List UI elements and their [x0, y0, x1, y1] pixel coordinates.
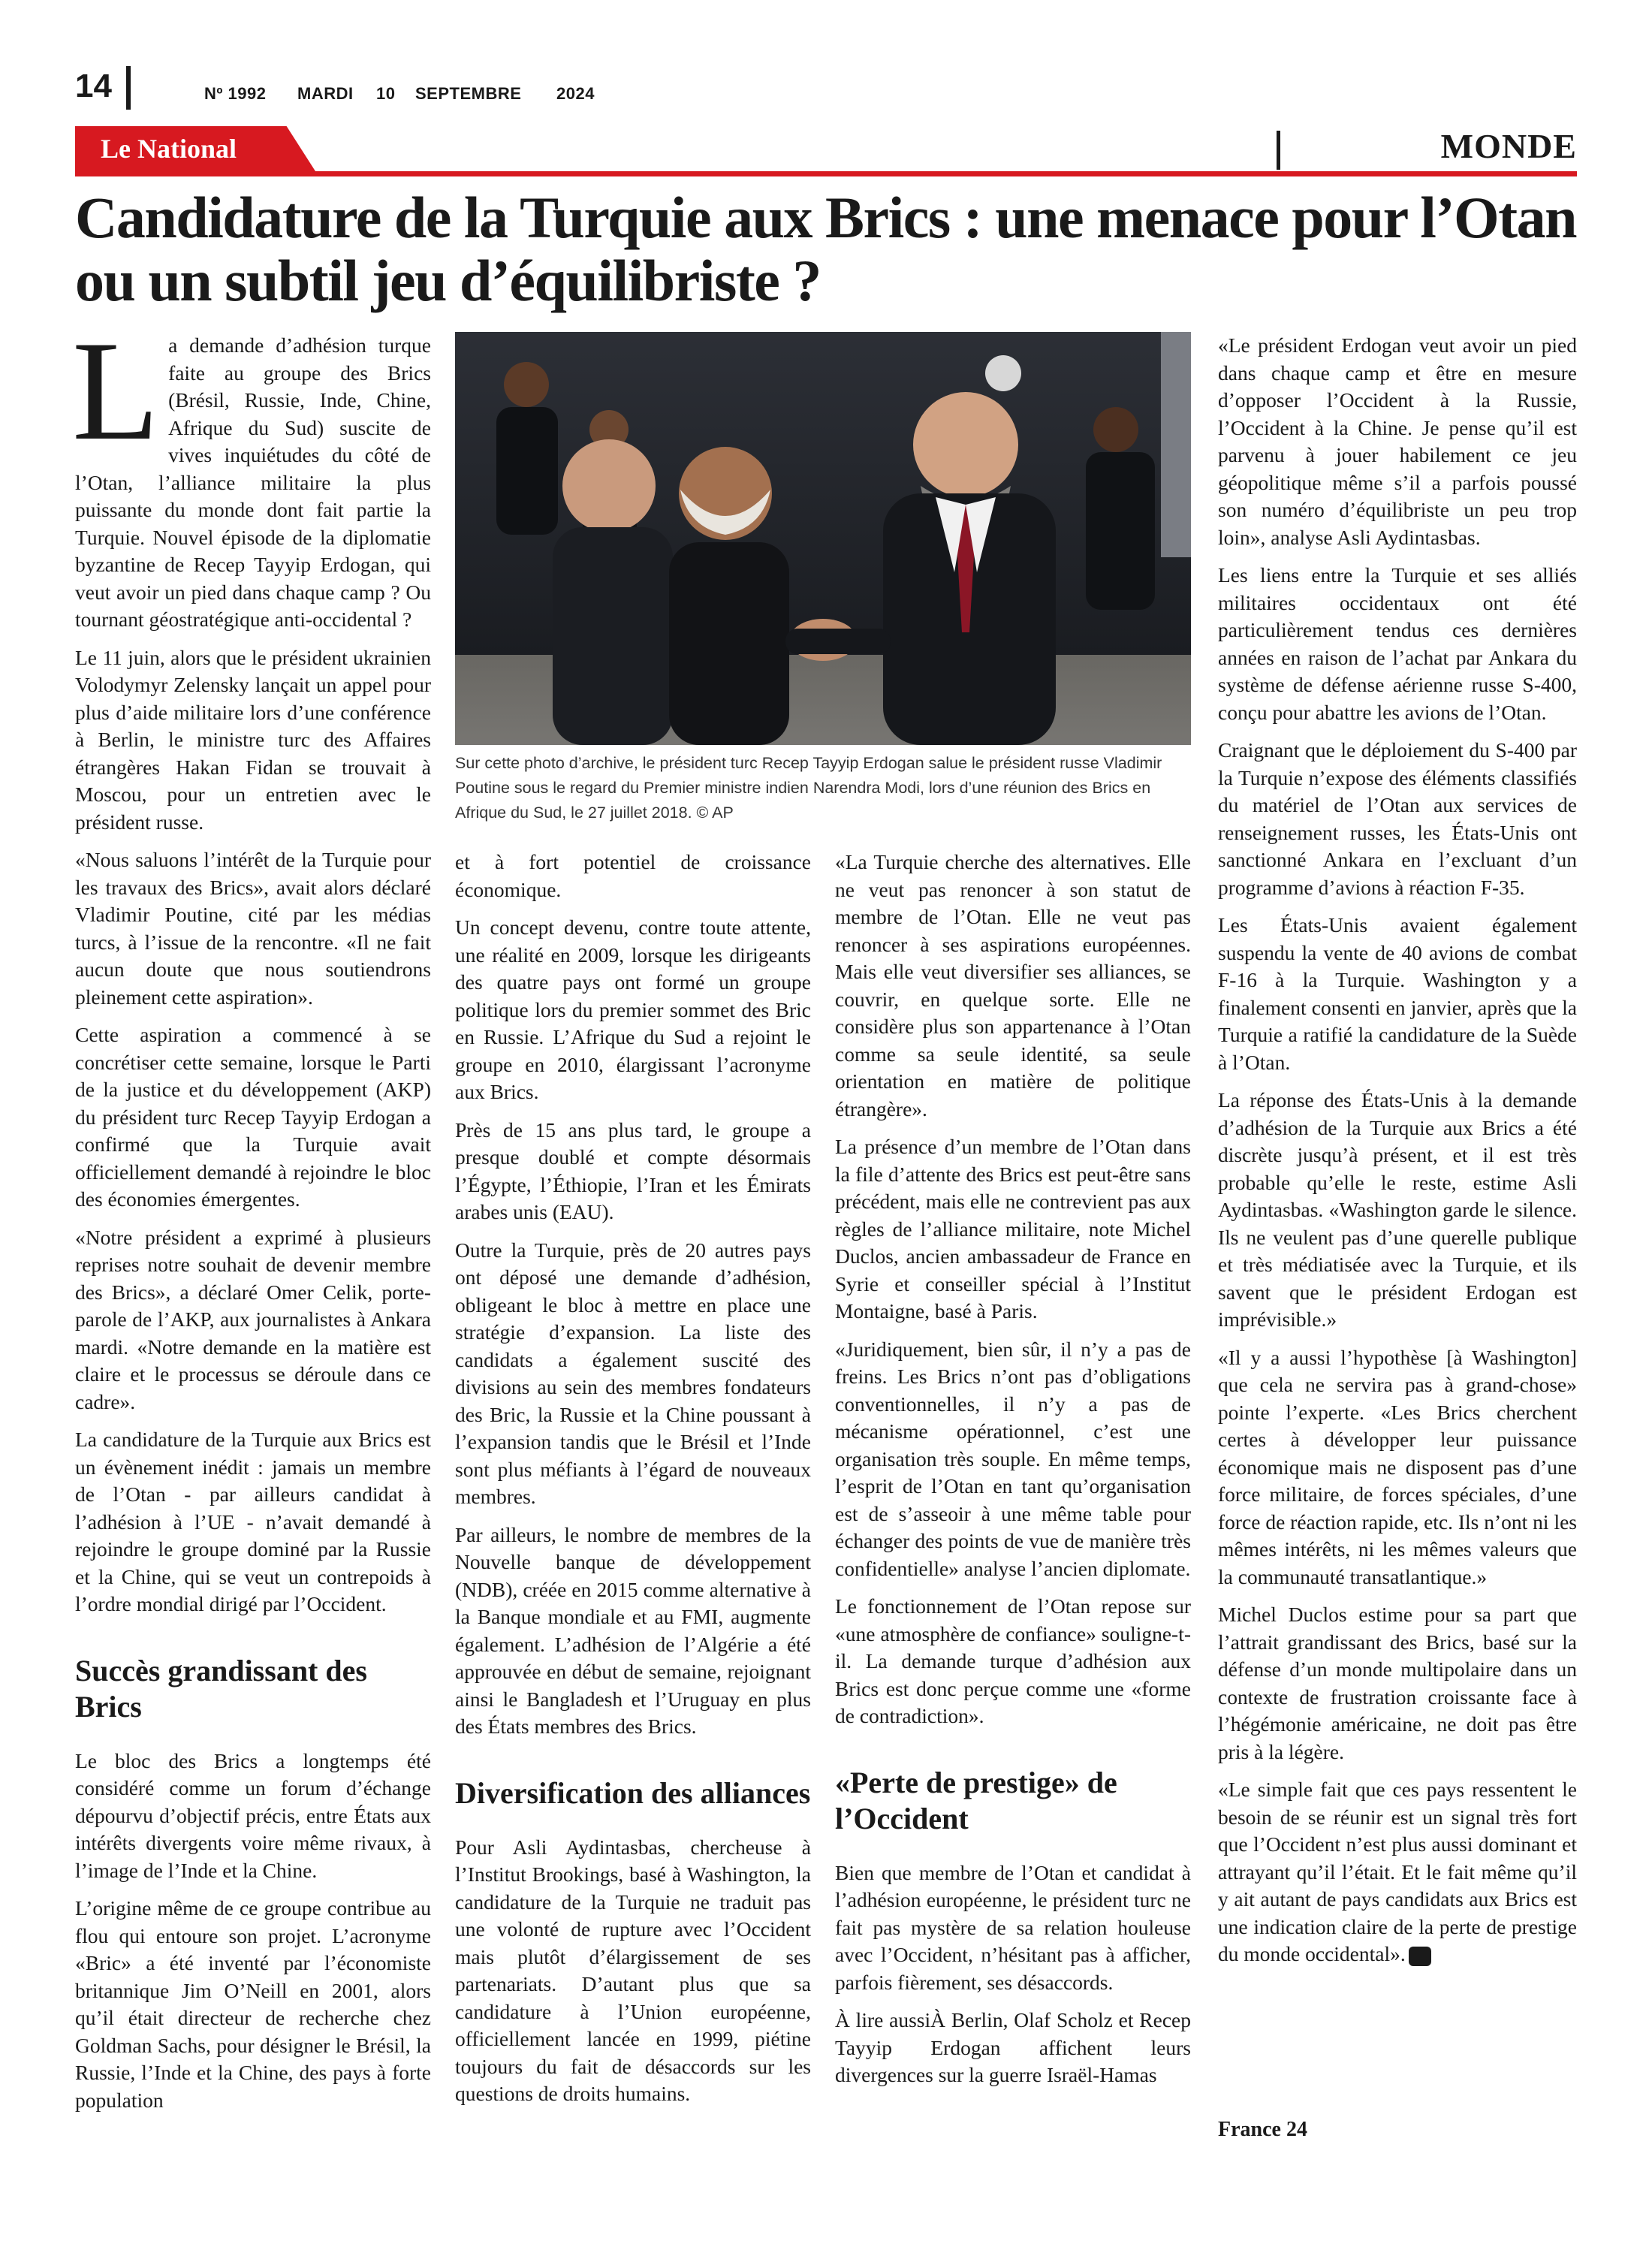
paragraph: Le bloc des Brics a longtemps été considéré comme un forum d’échange dépourvu d’objectif précis, entre États aux intérêts divergents voire même rivaux, à l’image de l’Inde et la Chine. — [75, 1748, 431, 1882]
paragraph: «Il y a aussi l’hypothèse [à Washington] que cela ne servira pas à grand-chose» pointe l’experte. «Les Brics cherchent certes à développer leur puissance économique mais ne disposent pas d’une force militaire, de forces spéciales, d’une force de réaction rapide, etc. Ils n’ont ni les mêmes intérêts, ni les mêmes valeurs que la communauté transatlantique.» — [1218, 1345, 1577, 1588]
paragraph: Pour Asli Aydintasbas, chercheuse à l’Institut Brookings, basé à Washington, la candidature de la Turquie ne traduit pas une volonté de rupture avec l’Occident mais plutôt d’élargissement de ses partenariats. D’autant plus que sa candidature à l’Union européenne, officiellement lancée en 1999, piétine toujours du fait de désaccords sur les questions de droits humains. — [455, 1835, 811, 2105]
paragraph: et à fort potentiel de croissance économique. — [455, 850, 811, 901]
header-rule — [75, 171, 1577, 176]
paragraph: Les États-Unis avaient également suspendu la vente de 40 avions de combat F-16 à la Turquie. Washington y a finalement consenti en janvier, après que la Turquie a ratifié la candidature de la Suède à l’Otan. — [1218, 913, 1577, 1074]
article-column-4 — [1218, 332, 1577, 1979]
section-label: MONDE — [1440, 127, 1577, 165]
issue-month: SEPTEMBRE — [415, 84, 522, 103]
article-column-1 — [72, 312, 431, 2125]
paragraph: Par ailleurs, le nombre de membres de la Nouvelle banque de développement (NDB), créée en 2015 comme alternative à la Banque mondiale et au FMI, augmente également. L’adhésion de l’Algérie a été approuvée en début de semaine, rejoignant ainsi le Bangladesh et l’Uruguay en plus des États membres des Brics. — [455, 1522, 811, 1738]
paragraph: «Juridiquement, bien sûr, il n’y a pas de freins. Les Brics n’ont pas d’obligations conventionnelles, il n’y a pas de mécanisme opérationnel, c’est une organisation très souple. En même temps, l’esprit de l’Otan en tant qu’organisation est de s’asseoir à une même table pour échanger des points de vue de manière très confidentielle» analyse l’ancien diplomate. — [835, 1337, 1191, 1580]
paragraph: Le 11 juin, alors que le président ukrainien Volodymyr Zelensky lançait un appel pour plus d’aide militaire lors d’une conférence à Berlin, le ministre turc des Affaires étrangères Hakan Fidan se trouvait à Moscou, pour un entretien avec le président russe. — [75, 645, 431, 834]
paragraph: Les liens entre la Turquie et ses alliés militaires occidentaux ont été particulièrement tendus ces dernières années en raison de l’achat par Ankara du système de défense aérienne russe S-400, conçu pour abattre les avions de l’Otan. — [1218, 563, 1577, 724]
paragraph: Craignant que le déploiement du S-400 par la Turquie n’expose des éléments classifiés du matériel de l’Otan aux services de renseignement russes, les États-Unis ont sanctionné Ankara en l’excluant d’un programme d’avions à réaction F-35. — [1218, 738, 1577, 899]
article-column-3 — [835, 849, 1191, 2100]
issue-year: 2024 — [556, 84, 595, 103]
paragraph: «Notre président a exprimé à plusieurs reprises notre souhait de devenir membre des Brics», a déclaré Omer Celik, porte-parole de l’AKP, aux journalistes à Ankara mardi. «Notre demande en la matière est claire et le processus se déroule dans ce cadre». — [75, 1225, 431, 1413]
paragraph: Près de 15 ans plus tard, le groupe a presque doublé et compte désormais l’Égypte, l’Éthiopie, l’Iran et les Émirats arabes unis (EAU). — [455, 1117, 811, 1223]
article-photo — [455, 332, 1191, 745]
page-number: 14 — [75, 68, 112, 104]
issue-number: Nº 1992 — [204, 84, 267, 103]
paragraph: Bien que membre de l’Otan et candidat à l’adhésion européenne, le président turc ne fait pas mystère de sa relation houleuse avec l’Occident, n’hésitant pas à afficher, parfois fièrement, ses désaccords. — [835, 1860, 1191, 1994]
paragraph: La candidature de la Turquie aux Brics est un évènement inédit : jamais un membre de l’Otan - par ailleurs candidat à l’adhésion à l’UE - n’avait demandé à rejoindre le groupe dominé par la Russie et la Chine, qui se veut un contrepoids à l’ordre mondial dirigé par l’Occident. — [75, 1428, 431, 1615]
page-number-divider — [126, 66, 131, 110]
final-paragraph — [1218, 1776, 1577, 1968]
read-also-link[interactable]: À lire aussiÀ Berlin, Olaf Scholz et Recep Tayyip Erdogan affichent leurs divergences sur la guerre Israël-Hamas — [835, 2008, 1191, 2086]
issue-date: 10 — [376, 84, 396, 103]
article-source: France 24 — [1218, 2118, 1307, 2141]
paragraph: «La Turquie cherche des alternatives. Elle ne veut pas renoncer à son statut de membre de l’Otan. Elle ne veut pas renoncer à ses aspirations européennes. Mais elle veut diversifier ses alliances, se couvrir, en quelque sorte. Elle ne considère plus son appartenance à l’Otan comme sa seule identité, sa seule orientation en matière de politique étrangère». — [835, 850, 1191, 1120]
paragraph: Michel Duclos estime pour sa part que l’attrait grandissant des Brics, basé sur la défense d’un monde multipolaire dans un contexte de frustration croissante face à l’hégémonie américaine, ne doit pas être pris à la légère. — [1218, 1603, 1577, 1763]
intro-text: a demande d’adhésion turque faite au groupe des Brics (Brésil, Russie, Inde, Chine, Afrique du Sud) suscite de vives inquiétudes du côté de l’Otan, l’alliance militaire la plus puissante du monde dont fait partie la Turquie. Nouvel épisode de la diplomatie byzantine de Recep Tayyip Erdogan, qui veut avoir un pied dans chaque camp ? Ou tournant géostratégique anti-occidental ? — [75, 333, 431, 631]
paragraph: «Le président Erdogan veut avoir un pied dans chaque camp et être en mesure d’opposer l’Occident à la Russie, l’Occident à la Chine. Je pense qu’il est parvenu à jouer habilement ce jeu géopolitique même s’il a parfois poussé son numéro d’équilibriste un peu trop loin», analyse Asli Aydintasbas. — [1218, 333, 1577, 549]
subheading-prestige: «Perte de prestige» de l’Occident — [835, 1765, 1117, 1835]
paragraph: La présence d’un membre de l’Otan dans la file d’attente des Brics est peut-être sans précédent, mais elle ne contrevient pas aux règles de l’alliance militaire, note Michel Duclos, ancien ambassadeur de France en Syrie et conseiller spécial à l’Institut Montaigne, basé à Paris. — [835, 1135, 1191, 1323]
subheading-diversification: Diversification des alliances — [455, 1775, 811, 1810]
article-column-2 — [455, 849, 811, 2119]
paragraph: Outre la Turquie, près de 20 autres pays ont déposé une demande d’adhésion, obligeant le bloc à mettre en place une stratégie d’expansion. La liste des candidats a également suscité des divisions au sein des membres fondateurs des Bric, la Russie et la Chine poussant à l’expansion tandis que le Brésil et l’Inde sont plus méfiants à l’égard de nouveaux membres. — [455, 1238, 811, 1508]
paragraph: La réponse des États-Unis à la demande d’adhésion de la Turquie aux Brics a été discrète jusqu’à présent, et il est très probable qu’elle le reste, estime Asli Aydintasbas. «Washington garde le silence. Ils ne veulent pas d’une querelle publique et très médiatisée avec la Turquie, et ils savent que le président Erdogan est imprévisible.» — [1218, 1088, 1577, 1331]
subheading-success: Succès grandissant des Brics — [75, 1653, 367, 1724]
photo-caption: Sur cette photo d’archive, le président turc Recep Tayyip Erdogan salue le président russe Vladimir Poutine sous le regard du Premier ministre indien Narendra Modi, lors d’une réunion des Brics en Afrique du Sud, le 27 juillet 2018. © AP — [455, 754, 1162, 822]
paragraph: L’origine même de ce groupe contribue au flou qui entoure son projet. L’acronyme «Bric» a été inventé par l’économiste britannique Jim O’Neill en 2001, alors qu’il était directeur de recherche chez Goldman Sachs, pour désigner le Brésil, la Russie, l’Inde et la Chine, des pays à forte population — [75, 1896, 431, 2112]
intro-paragraph — [72, 312, 431, 634]
paragraph: Le fonctionnement de l’Otan repose sur «une atmosphère de confiance» souligne-t-il. La demande turque d’adhésion aux Brics est donc perçue comme une «forme de contradiction». — [835, 1594, 1191, 1727]
drop-cap: L — [72, 312, 160, 470]
issue-day: MARDI — [297, 84, 354, 103]
final-paragraph-text: «Le simple fait que ces pays ressentent le besoin de se réunir est un signal très fort que l’Occident n’est plus aussi dominant et attrayant qu’il l’était. Et le fait même qu’il y ait autant de pays candidats aux Brics est une indication claire de la perte de prestige du monde occidental». — [1218, 1778, 1577, 1965]
article-headline: Candidature de la Turquie aux Brics : une menace pour l’Otan ou un subtil jeu d’équilibriste ? — [75, 185, 1576, 313]
paragraph: Un concept devenu, contre toute attente, une réalité en 2009, lorsque les dirigeants des quatre pays ont formé un groupe politique lors du premier sommet des Bric en Russie. L’Afrique du Sud a rejoint le groupe en 2010, élargissant l’acronyme aux Brics. — [455, 915, 811, 1103]
section-divider — [1277, 131, 1280, 170]
paragraph: «Nous saluons l’intérêt de la Turquie pour les travaux des Brics», avait alors déclaré Vladimir Poutine, cité par les médias turcs, à l’issue de la rencontre. «Il ne fait aucun doute que nous soutiendrons pleinement cette aspiration». — [75, 848, 431, 1009]
paragraph: Cette aspiration a commencé à se concrétiser cette semaine, lorsque le Parti de la justice et du développement (AKP) du président turc Recep Tayyip Erdogan a confirmé que la Turquie avait officiellement demandé à rejoindre le bloc des économies émergentes. — [75, 1023, 431, 1211]
masthead-title: Le National — [101, 134, 237, 164]
end-of-article-icon — [1409, 1947, 1431, 1966]
